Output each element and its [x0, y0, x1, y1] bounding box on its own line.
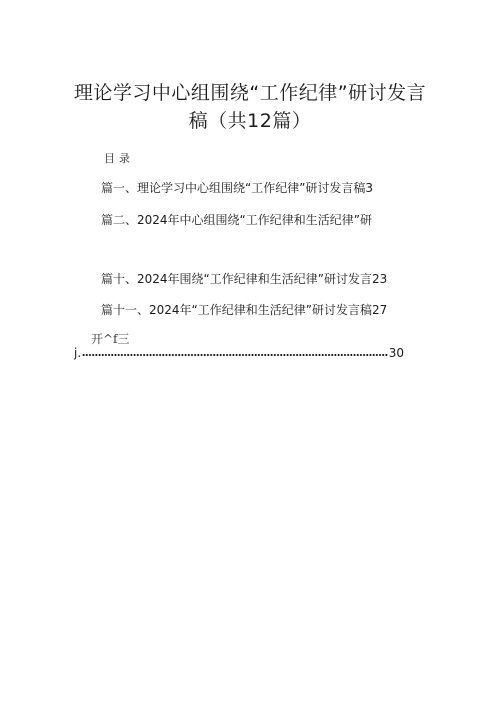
- toc-item-4[interactable]: 篇十一、2024年“工作纪律和生活纪律”研讨发言稿27: [101, 303, 388, 317]
- toc-item-2[interactable]: 篇二、2024年中心组围绕“工作纪律和生活纪律”研: [101, 213, 372, 227]
- document-title-line-2: 稿（共12篇）: [188, 110, 312, 132]
- toc-heading: 目录: [104, 152, 134, 165]
- toc-final-entry-page-number: 30: [388, 346, 404, 360]
- toc-dot-leader: [82, 354, 388, 356]
- toc-final-entry[interactable]: [74, 345, 404, 361]
- document-title-line-1: 理论学习中心组围绕“工作纪律”研讨发言: [73, 82, 427, 104]
- toc-stray-characters: 开^f三: [91, 332, 130, 346]
- toc-final-entry-lead: j.: [74, 346, 82, 360]
- toc-item-1[interactable]: 篇一、理论学习中心组围绕“工作纪律”研讨发言稿3: [101, 181, 374, 195]
- toc-item-3[interactable]: 篇十、2024年围绕“工作纪律和生活纪律”研讨发言23: [101, 272, 388, 286]
